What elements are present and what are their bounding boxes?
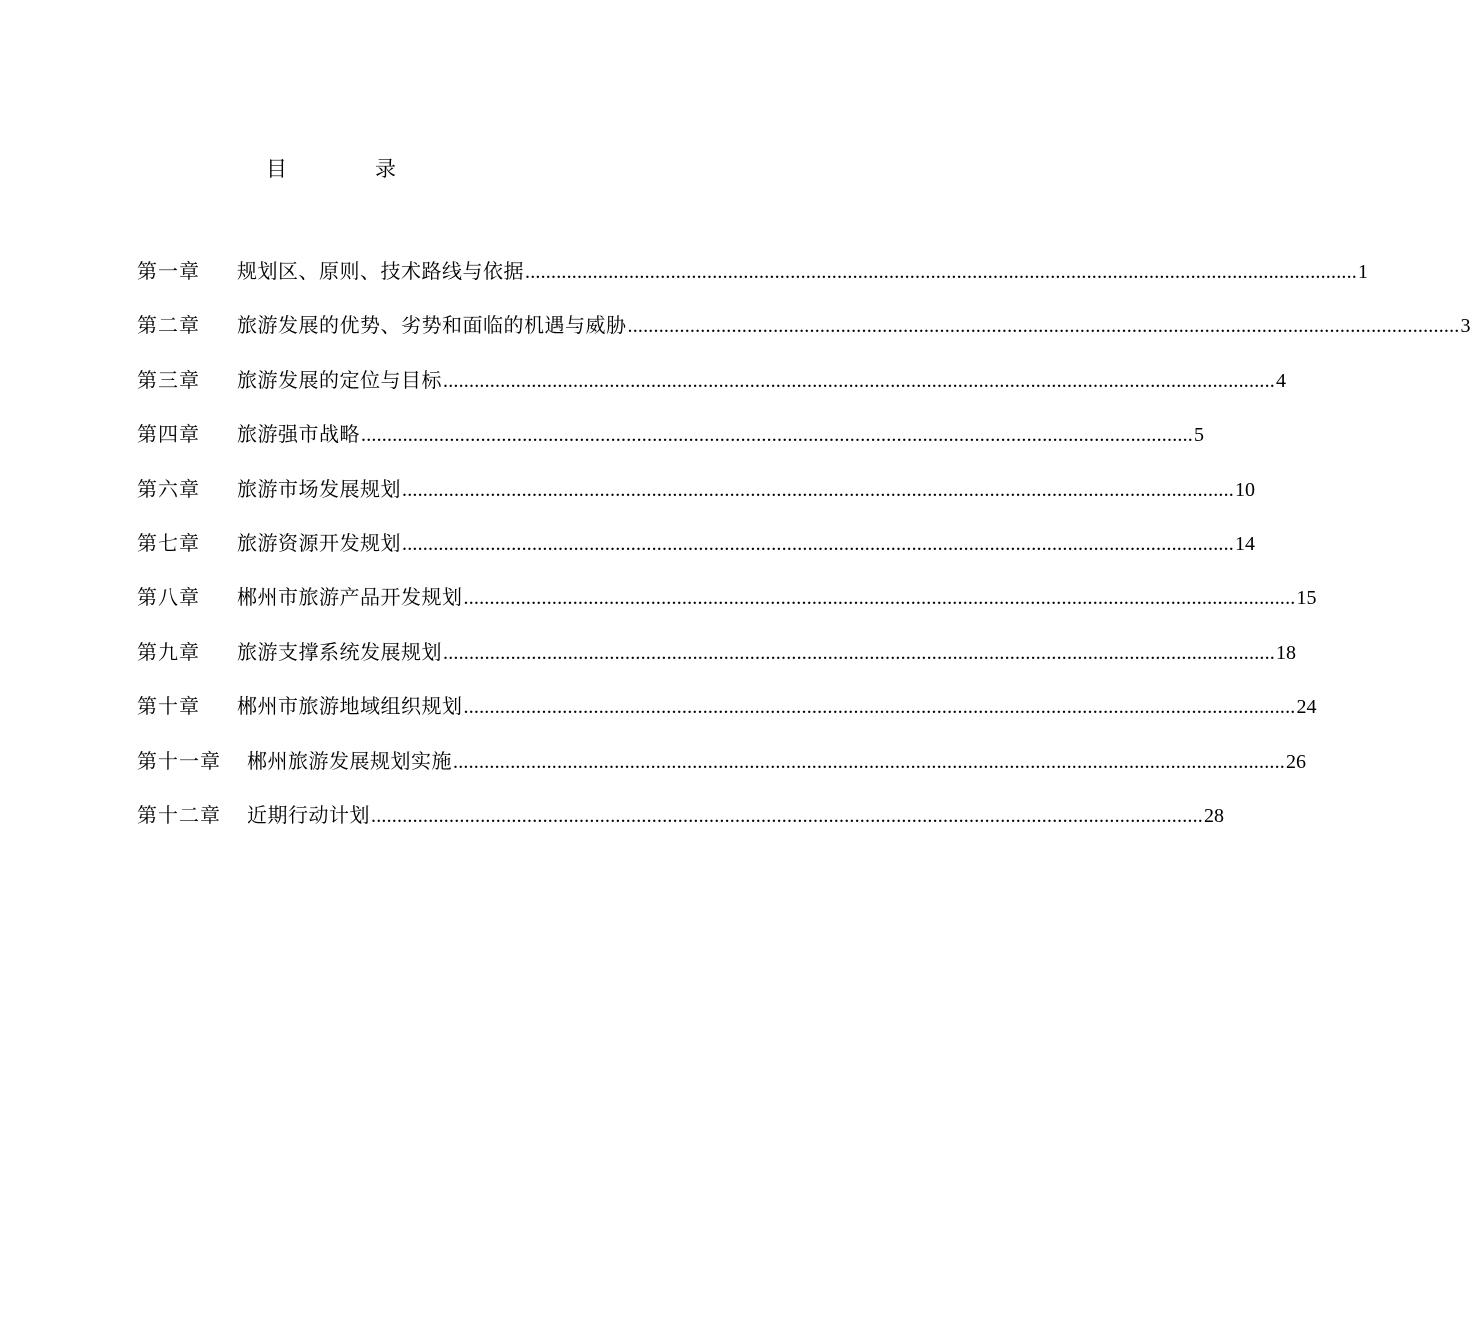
toc-dot-leader: ................................................................................................................................................................ [443, 369, 1275, 392]
toc-chapter-title: 旅游资源开发规划 [237, 530, 401, 555]
toc-chapter-number: 第二章 [137, 313, 200, 338]
toc-chapter-title: 旅游市场发展规划 [237, 476, 401, 501]
toc-chapter-title: 旅游强市战略 [237, 422, 360, 447]
toc-chapter-title: 郴州市旅游地域组织规划 [237, 694, 463, 719]
toc-dot-leader: ................................................................................................................................................................ [525, 261, 1357, 283]
toc-entry[interactable] [137, 419, 1204, 473]
toc-dot-leader: ................................................................................................................................................................ [463, 696, 1296, 719]
toc-heading-right: 录 [375, 157, 396, 181]
toc-entry[interactable] [137, 691, 1317, 745]
toc-entry[interactable] [137, 746, 1306, 800]
toc-dot-leader: ................................................................................................................................................................ [371, 804, 1203, 827]
toc-chapter-number: 第一章 [137, 259, 200, 283]
toc-page-number: 28 [1204, 804, 1224, 827]
toc-dot-leader: ................................................................................................................................................................ [627, 315, 1460, 338]
toc-page-number: 10 [1235, 478, 1255, 501]
toc-chapter-number: 第九章 [137, 639, 200, 664]
toc-chapter-number: 第十二章 [137, 802, 221, 827]
toc-chapter-number: 第四章 [137, 422, 200, 447]
toc-page-number: 26 [1286, 750, 1306, 773]
toc-chapter-number: 第十一章 [137, 748, 221, 773]
toc-chapter-title: 旅游发展的优势、劣势和面临的机遇与威胁 [237, 313, 627, 338]
toc-entry[interactable] [137, 365, 1286, 419]
toc-page-number: 24 [1296, 696, 1317, 719]
toc-entry[interactable] [137, 474, 1255, 528]
toc-page-number: 18 [1276, 641, 1296, 664]
toc-chapter-title: 规划区、原则、技术路线与依据 [237, 259, 524, 283]
toc-page-number: 3 [1460, 315, 1471, 338]
toc-page-number: 1 [1358, 261, 1368, 283]
toc-heading-left: 目 [266, 157, 287, 181]
toc-entry[interactable] [137, 256, 1368, 310]
toc-chapter-number: 第七章 [137, 530, 200, 555]
toc-dot-leader: ................................................................................................................................................................ [402, 532, 1234, 555]
toc-page-number: 5 [1194, 424, 1204, 447]
toc-dot-leader: ................................................................................................................................................................ [402, 478, 1234, 501]
toc-dot-leader: ................................................................................................................................................................ [361, 424, 1193, 447]
toc-chapter-title: 近期行动计划 [247, 802, 370, 827]
toc-chapter-title: 旅游发展的定位与目标 [237, 367, 442, 392]
toc-chapter-number: 第六章 [137, 476, 200, 501]
toc-heading [266, 154, 396, 184]
toc-chapter-title: 郴州旅游发展规划实施 [247, 748, 452, 773]
toc-page-number: 14 [1235, 532, 1255, 555]
toc-chapter-number: 第三章 [137, 367, 200, 392]
toc-chapter-title: 旅游支撑系统发展规划 [237, 639, 442, 664]
toc-entry[interactable] [137, 528, 1255, 582]
toc-entry[interactable] [137, 800, 1224, 854]
toc-list [137, 256, 1471, 854]
toc-dot-leader: ................................................................................................................................................................ [443, 641, 1275, 664]
toc-entry[interactable] [137, 637, 1296, 691]
toc-chapter-number: 第十章 [137, 694, 200, 719]
toc-page-number: 4 [1276, 369, 1286, 392]
toc-chapter-number: 第八章 [137, 585, 200, 610]
toc-entry[interactable] [137, 310, 1471, 364]
toc-page-number: 15 [1296, 587, 1317, 610]
toc-chapter-title: 郴州市旅游产品开发规划 [237, 585, 463, 610]
toc-dot-leader: ................................................................................................................................................................ [453, 750, 1285, 773]
toc-entry[interactable] [137, 582, 1317, 636]
toc-dot-leader: ................................................................................................................................................................ [463, 587, 1296, 610]
